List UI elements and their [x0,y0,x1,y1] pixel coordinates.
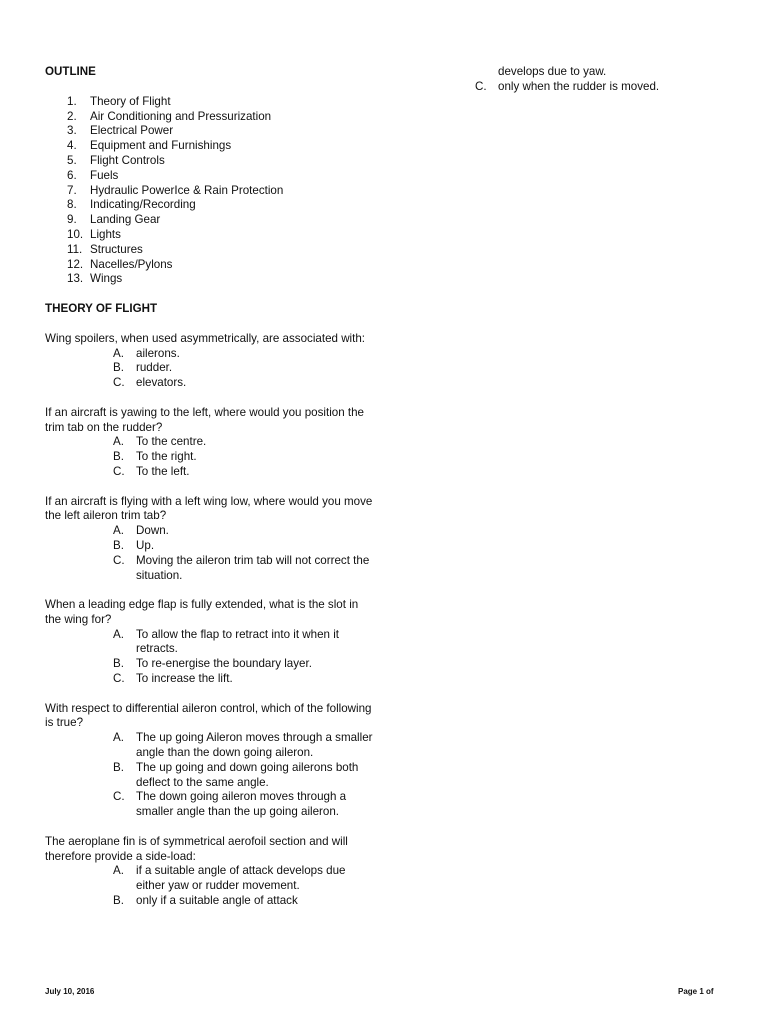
outline-item-number: 10. [67,227,84,241]
option-text: The up going Aileron moves through a smaller angle than the down going aileron. [136,731,373,760]
question-block [45,332,375,391]
outline-heading: OUTLINE [45,65,96,78]
answer-option [45,539,375,554]
option-letter: C. [113,553,125,567]
outline-item-label: Electrical Power [90,124,174,138]
option-list [45,524,375,583]
option-list [45,864,375,908]
option-text: To the centre. [136,435,207,449]
outline-item-number: 6. [67,168,77,182]
answer-option [45,790,375,820]
question-text: If an aircraft is yawing to the left, where would you position the trim tab on the rudder? [45,405,364,434]
outline-item [45,110,375,125]
option-letter: A. [113,864,124,878]
outline-item-label: Nacelles/Pylons [90,257,173,271]
option-letter: A. [113,731,124,745]
option-list [45,628,375,687]
option-list [45,347,375,391]
option-text: To the left. [136,464,190,478]
section-heading: THEORY OF FLIGHT [45,302,158,316]
outline-item-number: 13. [67,272,84,286]
outline-item-number: 5. [67,153,77,167]
question-block [45,406,375,480]
answer-option [45,361,375,376]
footer-date: July 10, 2016 [45,987,95,996]
answer-option [45,554,375,584]
outline-item [45,213,375,228]
answer-option [45,894,375,909]
option-text: The up going and down going ailerons both deflect to the same angle. [136,760,359,789]
outline-item [45,169,375,184]
option-text: To re-energise the boundary layer. [136,657,312,671]
option-letter: A. [113,627,124,641]
option-text: The down going aileron moves through a smaller angle than the up going aileron. [136,790,347,819]
question-text: Wing spoilers, when used asymmetrically, are associated with: [45,331,366,345]
outline-item [45,272,375,287]
answer-option [45,672,375,687]
option-text: rudder. [136,361,173,375]
answer-option [45,524,375,539]
answer-option [470,80,730,95]
answer-option [45,347,375,362]
option-letter: C. [113,672,125,686]
option-letter: C. [113,376,125,390]
outline-item-label: Landing Gear [90,213,161,227]
question-block [45,495,375,584]
outline-item-label: Fuels [90,168,119,182]
option-letter: B. [113,538,124,552]
left-column [45,65,375,909]
outline-item-number: 7. [67,183,77,197]
answer-option [45,376,375,391]
question-block [45,598,375,687]
outline-item-number: 12. [67,257,84,271]
outline-item-label: Theory of Flight [90,94,171,108]
option-text: To allow the flap to retract into it when it retracts. [136,627,339,656]
option-list [45,435,375,479]
question-text: With respect to differential aileron control, which of the following is true? [45,701,372,730]
outline-item-label: Wings [90,272,123,286]
option-letter: B. [113,894,124,908]
answer-option [45,628,375,658]
option-letter: A. [113,346,124,360]
outline-item [45,124,375,139]
answer-option [45,435,375,450]
option-text: if a suitable angle of attack develops due either yaw or rudder movement. [136,864,346,893]
outline-item-number: 1. [67,94,77,108]
option-text: elevators. [136,376,187,390]
option-letter: B. [113,450,124,464]
outline-item [45,228,375,243]
outline-item [45,154,375,169]
option-text: only if a suitable angle of attack [136,894,298,908]
outline-item-label: Structures [90,242,143,256]
answer-option [45,657,375,672]
question-block [45,702,375,820]
option-text: only when the rudder is moved. [498,79,660,93]
question-text: The aeroplane fin is of symmetrical aerofoil section and will therefore provide a side-load: [45,834,348,863]
option-letter: A. [113,524,124,538]
outline-item-number: 4. [67,139,77,153]
outline-item-number: 8. [67,198,77,212]
option-letter: C. [475,79,487,93]
outline-item-label: Lights [90,227,121,241]
question-block [45,835,375,909]
option-letter: A. [113,435,124,449]
question-text: When a leading edge flap is fully extended, what is the slot in the wing for? [45,598,359,626]
outline-item-label: Hydraulic PowerIce & Rain Protection [90,183,284,197]
outline-item-number: 2. [67,109,77,123]
outline-item-label: Indicating/Recording [90,198,196,212]
option-text: ailerons. [136,346,180,360]
outline-item-number: 11. [67,242,83,256]
option-text: To increase the lift. [136,672,233,686]
outline-item [45,243,375,258]
option-text: Down. [136,524,169,538]
outline-item-label: Flight Controls [90,153,165,167]
question-text: If an aircraft is flying with a left wing low, where would you move the left aileron trim tab? [45,494,373,523]
option-letter: C. [113,790,125,804]
answer-option [45,465,375,480]
outline-item-number: 3. [67,124,77,138]
outline-item-label: Equipment and Furnishings [90,139,232,153]
option-text: To the right. [136,450,197,464]
option-letter: B. [113,657,124,671]
option-letter: B. [113,361,124,375]
option-text: Up. [136,538,155,552]
outline-item [45,258,375,273]
option-letter: C. [113,464,125,478]
option-text: Moving the aileron trim tab will not correct the situation. [136,553,370,582]
outline-item-label: Air Conditioning and Pressurization [90,109,272,123]
outline-item [45,139,375,154]
outline-item-number: 9. [67,213,77,227]
outline-item [45,198,375,213]
answer-option [45,731,375,761]
answer-option [45,761,375,791]
right-column [470,65,730,95]
answer-option [45,864,375,894]
outline-item [45,95,375,110]
option-list [45,731,375,820]
footer-page-number: Page 1 of [678,987,714,996]
answer-option [45,450,375,465]
outline-list [45,95,375,287]
outline-item [45,184,375,199]
continued-option-text: develops due to yaw. [498,65,607,78]
option-letter: B. [113,760,124,774]
